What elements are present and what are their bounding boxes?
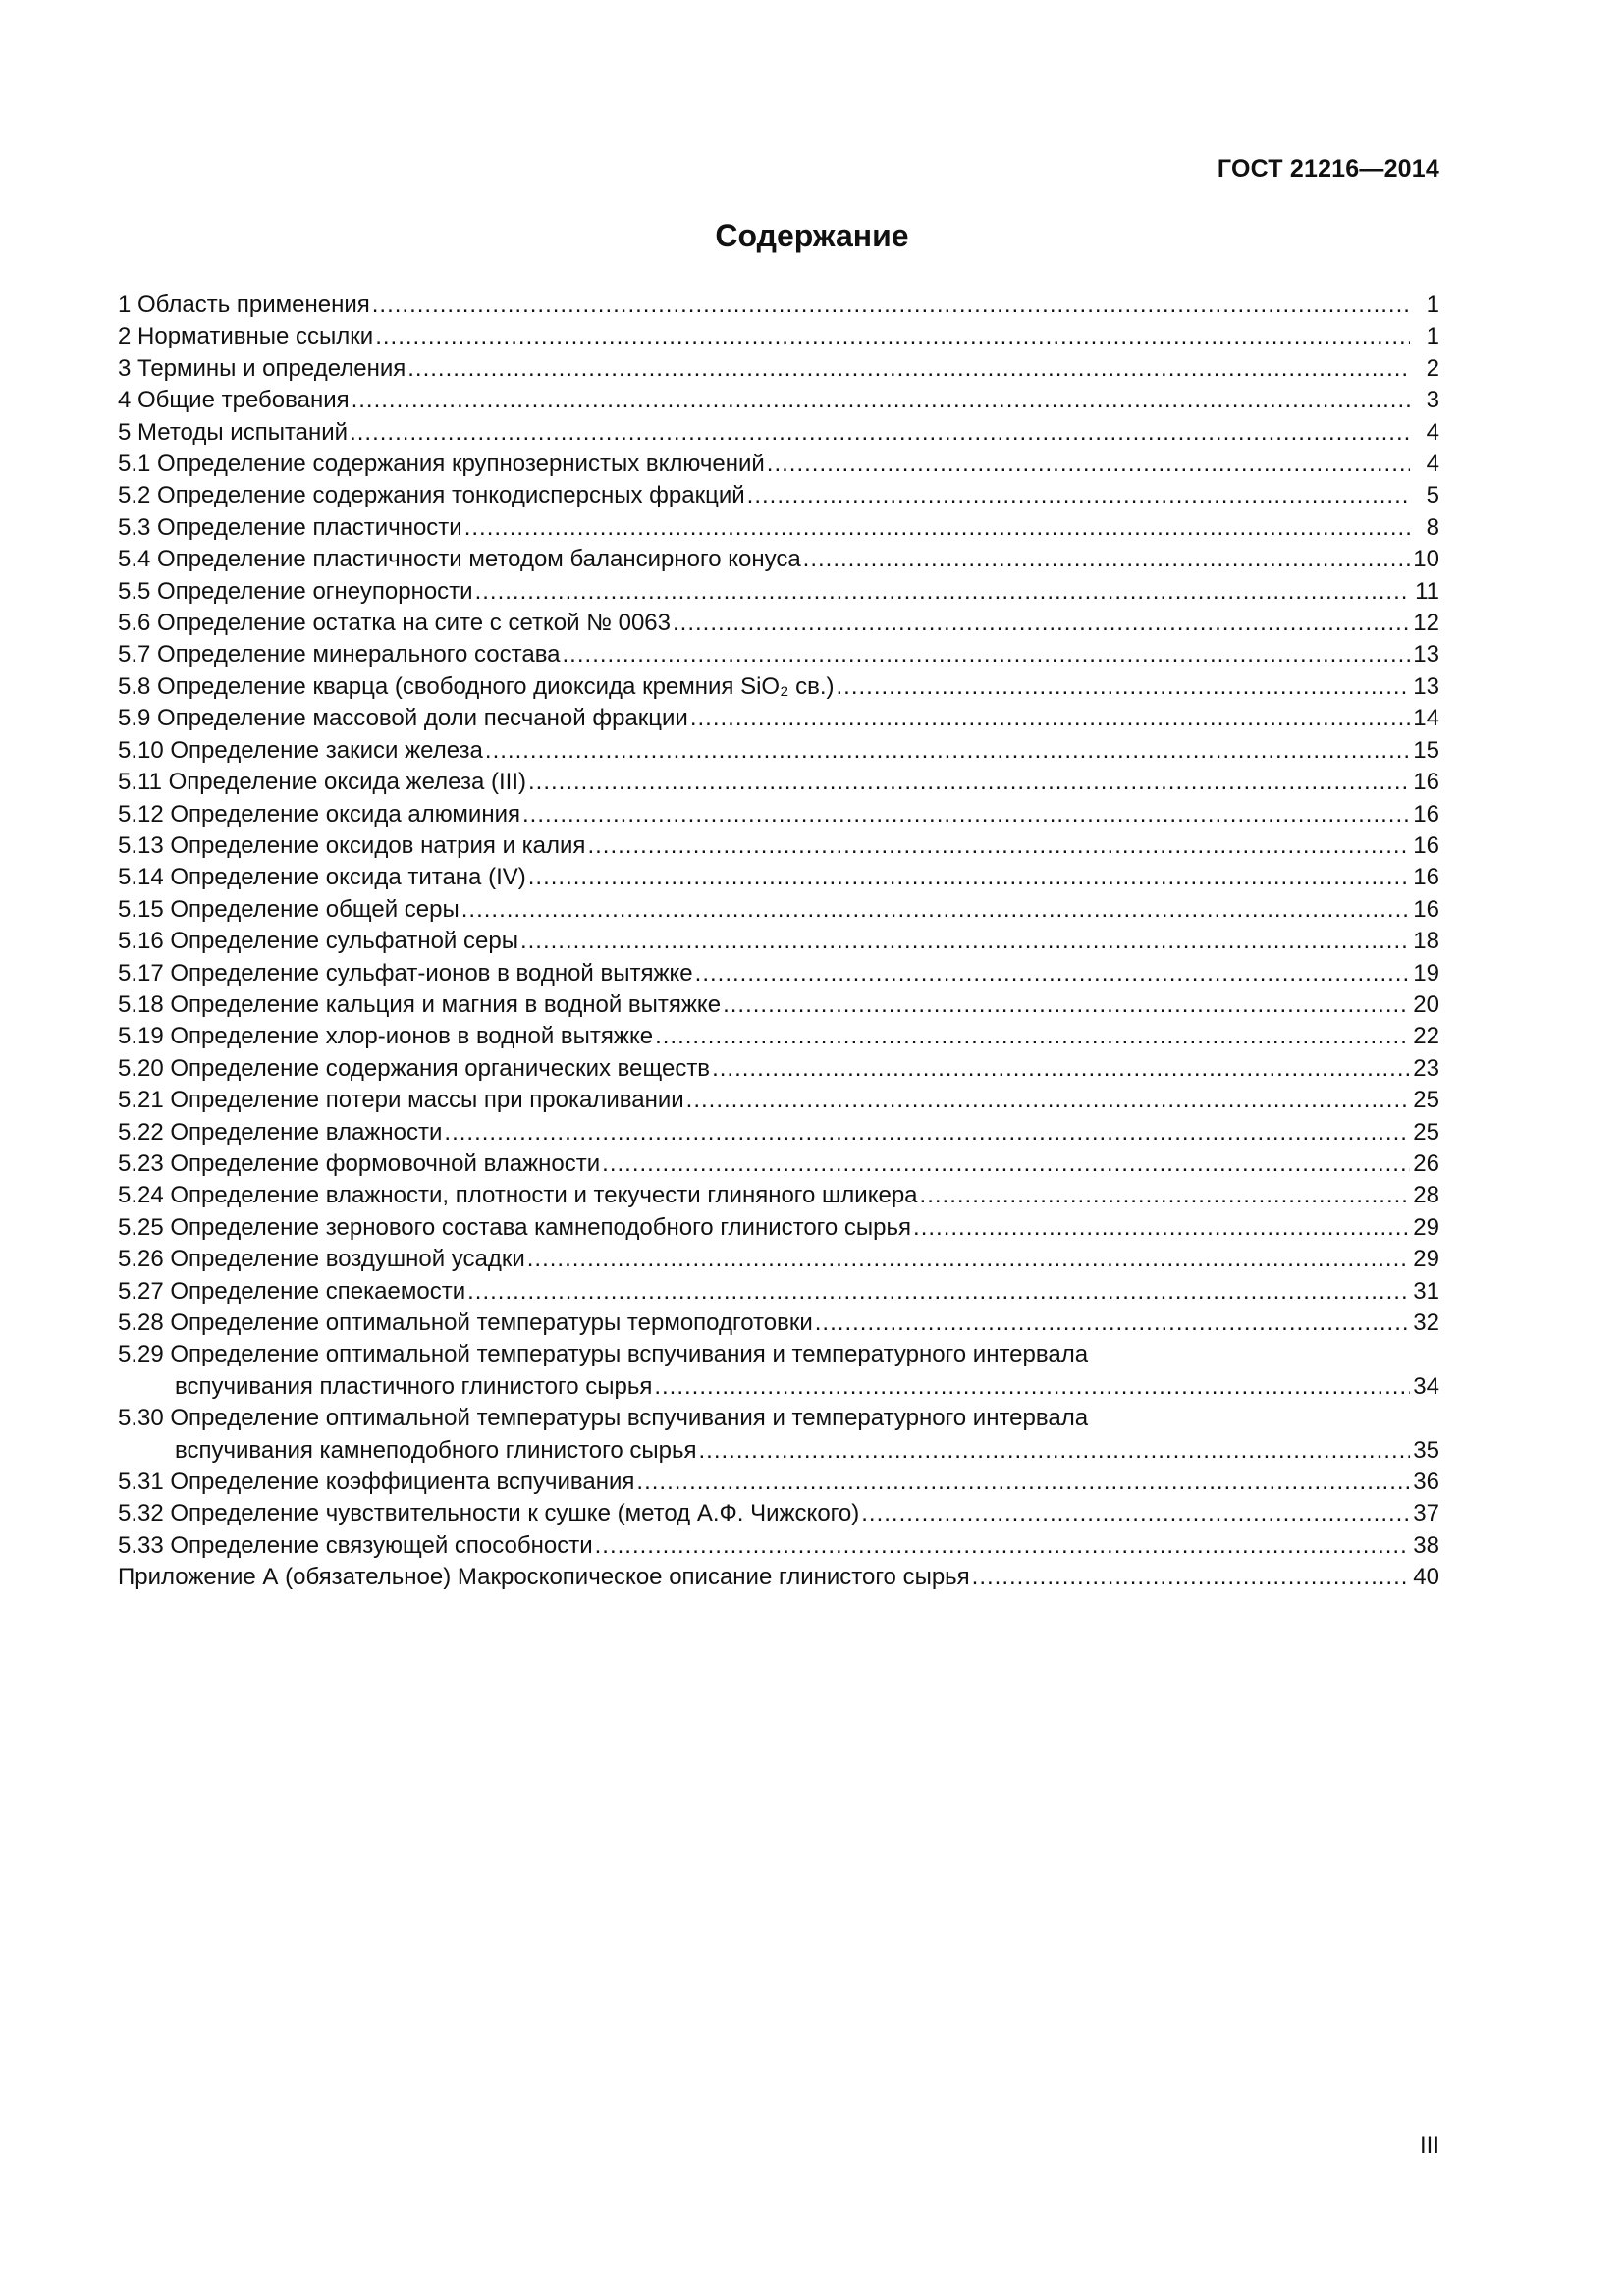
page-number: III [1419,2132,1439,2159]
toc-entry[interactable] [118,1244,1439,1275]
toc-entry-label: 5.7 Определение минерального состава [118,641,561,668]
toc-entry[interactable] [118,830,1439,862]
toc-entry[interactable] [118,989,1439,1021]
toc-entry[interactable] [118,1085,1439,1116]
toc-entry[interactable] [118,1148,1439,1180]
toc-leader-dots [636,1467,1410,1498]
toc-entry-label: 5.11 Определение оксида железа (III) [118,769,526,796]
toc-entry-page: 29 [1413,1213,1439,1241]
toc-entry-label: 5.14 Определение оксида титана (IV) [118,864,526,891]
toc-entry-label: 5.30 Определение оптимальной температуры вспучивания и температурного интервала [118,1405,1089,1432]
toc-entry-label: 3 Термины и определения [118,354,406,382]
toc-entry-page: 15 [1413,736,1439,764]
toc-entry[interactable] [118,1467,1439,1498]
toc-entry-label: 5.29 Определение оптимальной температуры вспучивания и температурного интервала [118,1341,1089,1368]
toc-title: Содержание [715,218,909,253]
toc-entry-page: 18 [1413,928,1439,955]
toc-leader-dots [464,512,1410,544]
toc-entry-label: 1 Область применения [118,292,370,318]
toc-entry[interactable] [118,958,1439,989]
toc-entry-page: 10 [1413,546,1439,573]
toc-leader-dots [350,417,1410,449]
toc-entry-label: 5.6 Определение остатка на сите с сеткой № 0063 [118,610,671,637]
toc-entry-page: 20 [1413,990,1439,1018]
toc-leader-dots [723,989,1410,1021]
toc-leader-dots [375,321,1410,352]
toc-leader-dots [837,671,1411,703]
toc-entry[interactable] [118,576,1439,608]
toc-entry-page: 19 [1413,959,1439,987]
toc-entry-label: 5.26 Определение воздушной усадки [118,1246,525,1273]
toc-entry-label: 5.31 Определение коэффициента вспучивания [118,1468,635,1496]
toc-entry-label: 5.15 Определение общей серы [118,895,460,923]
toc-leader-dots [972,1562,1410,1593]
toc-entry[interactable] [118,1117,1439,1148]
toc-entry[interactable] [118,1021,1439,1052]
toc-leader-dots [913,1212,1410,1244]
toc-entry[interactable] [118,512,1439,544]
toc-leader-dots [767,449,1410,480]
toc-entry-label: 5.27 Определение спекаемости [118,1277,466,1305]
toc-entry-page: 1 [1426,323,1439,350]
toc-entry[interactable] [118,1180,1439,1211]
toc-entry[interactable] [118,1339,1439,1370]
toc-entry-label: 5.5 Определение огнеупорности [118,577,473,605]
toc-entry[interactable] [118,1276,1439,1308]
toc-leader-dots [747,480,1410,511]
toc-leader-dots [698,1435,1410,1467]
toc-leader-dots [528,862,1410,893]
toc-entry-label: 5.32 Определение чувствительности к сушке (метод А.Ф. Чижского) [118,1500,860,1527]
toc-entry[interactable] [118,1530,1439,1562]
toc-entry[interactable] [118,1498,1439,1529]
toc-leader-dots [563,639,1410,670]
toc-entry-page: 13 [1413,641,1439,668]
toc-entry-page: 16 [1413,864,1439,891]
toc-leader-dots [673,608,1410,639]
toc-entry-page: 16 [1413,800,1439,828]
toc-leader-dots [522,799,1410,830]
toc-entry-label: 5.28 Определение оптимальной температуры термоподготовки [118,1309,813,1336]
toc-leader-dots [528,767,1410,798]
toc-entry-page: 2 [1426,354,1439,382]
toc-leader-dots [485,735,1410,767]
toc-entry-page: 37 [1413,1500,1439,1527]
toc-leader-dots [352,385,1410,416]
toc-entry[interactable] [118,608,1439,639]
toc-entry-page: 14 [1413,705,1439,732]
toc-leader-dots [654,1371,1410,1403]
toc-entry[interactable] [118,735,1439,767]
toc-leader-dots [444,1117,1410,1148]
toc-entry[interactable] [118,417,1439,449]
toc-entry[interactable] [118,353,1439,385]
toc-entry-page: 22 [1413,1023,1439,1050]
toc-leader-dots [372,290,1410,321]
toc-entry-page: 16 [1413,831,1439,859]
toc-entry-page: 32 [1413,1309,1439,1336]
toc-entry[interactable] [118,671,1439,703]
toc-entry-label: 5.19 Определение хлор-ионов в водной вытяжке [118,1023,654,1050]
toc-leader-dots [920,1180,1410,1211]
toc-entry[interactable] [118,290,1439,321]
toc-entry[interactable] [118,449,1439,480]
toc-entry-page: 4 [1426,451,1439,478]
toc-entry-page: 40 [1413,1564,1439,1591]
toc-entry-page: 31 [1413,1277,1439,1305]
toc-entry-page: 36 [1413,1468,1439,1496]
toc-leader-dots [475,576,1410,608]
toc-entry[interactable] [118,799,1439,830]
toc-entry-page: 5 [1426,482,1439,509]
toc-entry-label: вспучивания пластичного глинистого сырья [175,1372,653,1400]
toc-entry-label: 5.13 Определение оксидов натрия и калия [118,831,586,859]
toc-entry[interactable] [118,926,1439,957]
toc-entry-label: Приложение А (обязательное) Макроскопическое описание глинистого сырья [118,1564,970,1591]
toc-leader-dots [803,544,1410,575]
toc-leader-dots [690,703,1410,734]
toc-entry-page: 38 [1413,1531,1439,1559]
toc-entry[interactable] [118,862,1439,893]
toc-entry-label: 5.18 Определение кальция и магния в водной вытяжке [118,990,722,1018]
toc-entry-label: 5.4 Определение пластичности методом балансирного конуса [118,546,801,573]
toc-entry-page: 16 [1413,769,1439,796]
toc-entry-label: 5.33 Определение связующей способности [118,1531,593,1559]
toc-entry[interactable] [118,1053,1439,1085]
toc-entry-page: 28 [1413,1182,1439,1209]
toc-entry[interactable] [118,544,1439,575]
toc-entry-label: вспучивания камнеподобного глинистого сырья [175,1436,697,1464]
toc-entry-label: 5.25 Определение зернового состава камнеподобного глинистого сырья [118,1213,912,1241]
toc-entry-page: 25 [1413,1118,1439,1146]
toc-leader-dots [527,1244,1410,1275]
toc-entry-page: 29 [1413,1246,1439,1273]
toc-leader-dots [686,1085,1410,1116]
toc-entry-label: 5.10 Определение закиси железа [118,736,483,764]
toc-entry-label: 5.24 Определение влажности, плотности и текучести глиняного шликера [118,1182,918,1209]
toc-entry-continuation[interactable] [118,1435,1439,1467]
toc-entry-label: 4 Общие требования [118,387,350,414]
toc-entry-label: 5.17 Определение сульфат-ионов в водной вытяжке [118,959,693,987]
toc-leader-dots [655,1021,1410,1052]
toc-leader-dots [587,830,1410,862]
toc-leader-dots [461,894,1410,926]
toc-entry-label: 5.16 Определение сульфатной серы [118,928,518,955]
toc-entry-page: 13 [1413,672,1439,700]
document-code: ГОСТ 21216—2014 [1217,155,1439,183]
toc-entry[interactable] [118,767,1439,798]
toc-leader-dots [815,1308,1410,1339]
toc-entry-label: 5.22 Определение влажности [118,1118,443,1146]
toc-entry-page: 16 [1413,895,1439,923]
toc-entry-page: 34 [1413,1372,1439,1400]
toc-entry-page: 4 [1426,418,1439,446]
toc-entry-page: 35 [1413,1436,1439,1464]
toc-leader-dots [712,1053,1410,1085]
toc-entry-label: 5.12 Определение оксида алюминия [118,800,520,828]
toc-entry-page: 3 [1426,387,1439,414]
toc-entry[interactable] [118,1562,1439,1593]
toc-entry-label: 5.9 Определение массовой доли песчаной фракции [118,705,688,732]
toc-entry-label: 5.23 Определение формовочной влажности [118,1149,601,1177]
toc-leader-dots [520,926,1410,957]
toc-entry-label: 5.8 Определение кварца (свободного диоксида кремния SiO₂ св.) [118,672,835,700]
toc-entry[interactable] [118,639,1439,670]
toc-leader-dots [467,1276,1410,1308]
toc-entry[interactable] [118,1308,1439,1339]
toc-entry[interactable] [118,480,1439,511]
toc-entry-label: 2 Нормативные ссылки [118,323,374,350]
toc-entry-page: 25 [1413,1087,1439,1114]
toc-entry-page: 26 [1413,1149,1439,1177]
toc-entry[interactable] [118,703,1439,734]
toc-entry-page: 12 [1413,610,1439,637]
toc-leader-dots [861,1498,1410,1529]
toc-entry-label: 5.21 Определение потери массы при прокаливании [118,1087,684,1114]
toc-entry-page: 8 [1426,513,1439,541]
toc-entry-page: 1 [1426,292,1439,318]
toc-leader-dots [595,1530,1410,1562]
toc-entry[interactable] [118,1212,1439,1244]
toc-entry[interactable] [118,1403,1439,1434]
toc-entry-page: 23 [1413,1054,1439,1082]
toc-entry[interactable] [118,894,1439,926]
toc-entry[interactable] [118,321,1439,352]
toc-leader-dots [602,1148,1410,1180]
toc-entry-continuation[interactable] [118,1371,1439,1403]
toc-leader-dots [407,353,1410,385]
toc-entry-label: 5 Методы испытаний [118,418,349,446]
toc-entry[interactable] [118,385,1439,416]
toc-entry-label: 5.2 Определение содержания тонкодисперсных фракций [118,482,745,509]
toc-entry-label: 5.3 Определение пластичности [118,513,462,541]
toc-entry-label: 5.1 Определение содержания крупнозернистых включений [118,451,765,478]
toc-entry-page: 11 [1415,577,1439,605]
toc-entry-label: 5.20 Определение содержания органических веществ [118,1054,711,1082]
table-of-contents [118,290,1439,1594]
toc-leader-dots [695,958,1410,989]
